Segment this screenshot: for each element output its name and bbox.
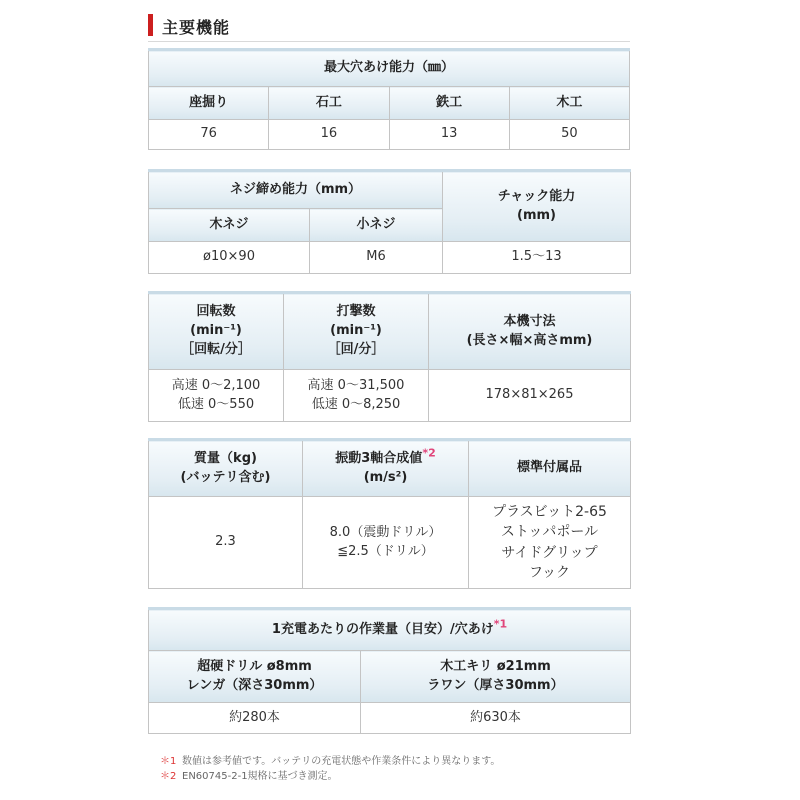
accessory-item: フック	[528, 564, 571, 581]
header-line: (min⁻¹)	[190, 323, 242, 339]
title-accent-bar	[148, 14, 153, 36]
weight-value: 2.3	[149, 497, 303, 589]
drilling-value: 76	[149, 120, 269, 150]
rpm-header	[149, 293, 284, 370]
accessory-item: サイドグリップ	[501, 544, 598, 561]
header-line: 回転数	[196, 304, 236, 320]
work-col-header	[149, 651, 361, 703]
screw-value: ø10×90	[149, 242, 310, 274]
footnote-text: 数値は参考値です。バッテリの充電状態や作業条件により異なります。	[182, 756, 501, 767]
vibration-value	[303, 497, 469, 589]
accessory-item: ストッパポール	[500, 524, 599, 541]
chuck-header	[443, 171, 631, 242]
header-line: (バッテリ含む)	[180, 469, 271, 485]
header-line: (m/s²)	[363, 469, 408, 485]
footnote-text: EN60745-2-1規格に基づき測定。	[182, 771, 338, 782]
header-line: 質量（kg)	[194, 450, 257, 466]
header-line: (長さ×幅×高さmm)	[466, 332, 593, 348]
ipm-header	[284, 293, 429, 370]
speed-table	[148, 291, 631, 422]
accessories-header: 標準付属品	[469, 440, 631, 497]
work-header-text: 1充電あたりの作業量（目安）/穴あけ	[271, 621, 494, 637]
header-line: ラワン（厚さ30mm）	[427, 677, 564, 693]
drilling-col-header: 木工	[509, 87, 629, 120]
drilling-value: 16	[269, 120, 389, 150]
ipm-value	[284, 370, 429, 422]
footnote	[160, 769, 500, 784]
value-line: 低速 0〜550	[177, 396, 255, 412]
header-line: ［回転/分］	[181, 341, 251, 357]
footnote	[160, 754, 500, 769]
title-divider	[148, 41, 630, 42]
drilling-header: 最大穴あけ能力（㎜）	[149, 50, 630, 87]
header-line: 打撃数	[336, 304, 376, 320]
screw-value: M6	[310, 242, 443, 274]
drilling-value: 50	[509, 120, 629, 150]
value-line: 低速 0〜8,250	[311, 396, 401, 412]
section-header	[148, 12, 630, 38]
rpm-value	[149, 370, 284, 422]
footnote-mark: ＊1	[160, 756, 177, 767]
drilling-col-header: 座掘り	[149, 87, 269, 120]
header-line: 木工キリ ø21mm	[440, 658, 551, 674]
screw-capacity-table	[148, 169, 631, 274]
value-line: 高速 0〜2,100	[171, 377, 261, 393]
header-line: (min⁻¹)	[330, 323, 382, 339]
header-line: 超硬ドリル ø8mm	[197, 658, 312, 674]
work-header	[149, 609, 631, 651]
value-line: ≦2.5（ドリル）	[337, 543, 434, 559]
chuck-value: 1.5〜13	[443, 242, 631, 274]
size-value: 178×81×265	[429, 370, 631, 422]
value-line: 8.0（震動ドリル）	[329, 524, 442, 540]
value-line: 高速 0〜31,500	[307, 377, 405, 393]
chuck-header-unit: (mm)	[517, 207, 556, 223]
header-line	[303, 446, 468, 469]
screw-header: ネジ締め能力（mm）	[149, 171, 443, 209]
chuck-header-line: チャック能力	[497, 188, 576, 204]
header-line: 本機寸法	[503, 313, 556, 329]
drilling-value: 13	[389, 120, 509, 150]
drilling-capacity-table	[148, 48, 630, 150]
weight-table	[148, 438, 631, 589]
vibration-header	[303, 440, 469, 497]
footnotes	[160, 754, 500, 784]
work-value: 約280本	[149, 703, 361, 734]
accessories-value	[469, 497, 631, 589]
vibration-header-text: 振動3軸合成値	[335, 450, 423, 466]
drilling-col-header: 鉄工	[389, 87, 509, 120]
work-amount-table	[148, 607, 631, 734]
footnote-mark: *1	[493, 617, 508, 631]
accessory-item: プラスビット2-65	[492, 503, 607, 520]
header-line: レンガ（深さ30mm）	[186, 677, 323, 693]
header-line: ［回/分］	[327, 341, 385, 357]
work-value: 約630本	[361, 703, 631, 734]
drilling-col-header: 石工	[269, 87, 389, 120]
footnote-mark: *2	[422, 446, 436, 460]
footnote-mark: ＊2	[160, 771, 177, 782]
work-col-header	[361, 651, 631, 703]
size-header	[429, 293, 631, 370]
screw-col-header: 木ネジ	[149, 209, 310, 242]
screw-col-header: 小ネジ	[310, 209, 443, 242]
weight-header	[149, 440, 303, 497]
section-title: 主要機能	[162, 18, 231, 37]
